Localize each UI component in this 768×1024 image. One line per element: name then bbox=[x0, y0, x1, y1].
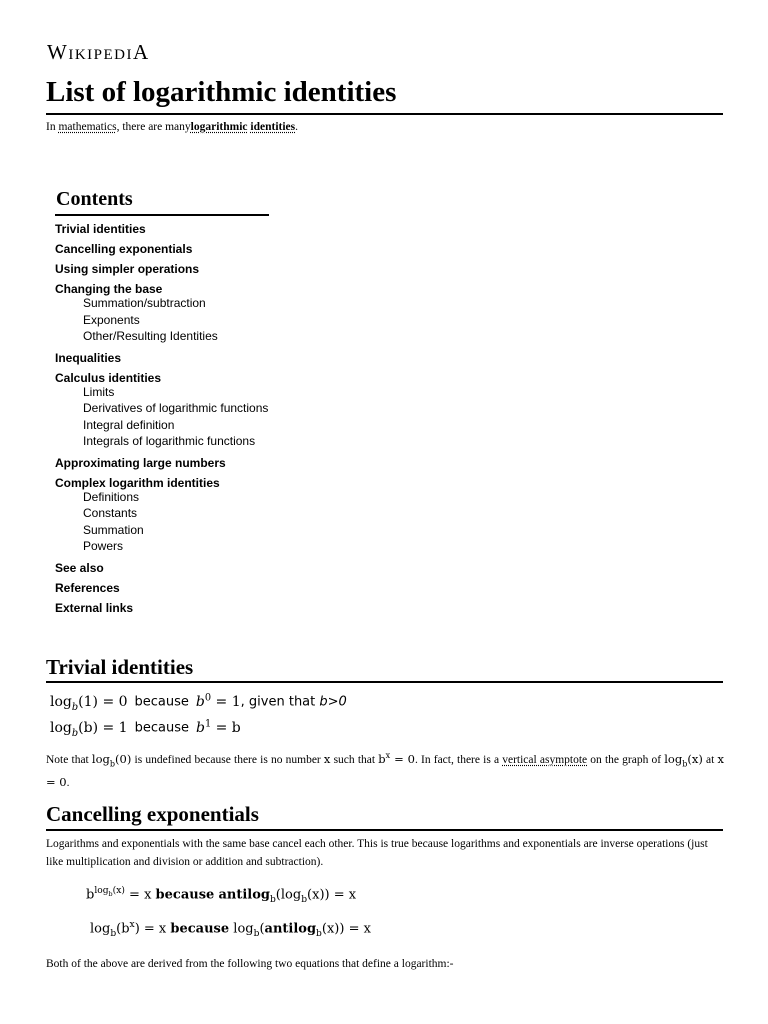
toc-subitem-summation[interactable]: Summation bbox=[83, 522, 144, 537]
link-identities[interactable]: identities bbox=[250, 121, 296, 133]
note-end: . bbox=[66, 777, 70, 790]
toc-item-references[interactable]: References bbox=[55, 580, 120, 595]
toc-item-complex-logarithm-identities[interactable]: Complex logarithm identities bbox=[55, 475, 220, 490]
toc-item-changing-the-base[interactable]: Changing the base bbox=[55, 282, 163, 296]
log-base: b bbox=[71, 727, 79, 739]
antilog-word: antilog bbox=[264, 921, 317, 937]
wikipedia-wordmark[interactable] bbox=[47, 40, 150, 65]
section-heading-cancelling: Cancelling exponentials bbox=[46, 802, 259, 826]
wordmark-final: A bbox=[132, 40, 150, 64]
toc-subitem-limits[interactable]: Limits bbox=[83, 384, 115, 399]
link-mathematics[interactable]: mathematics bbox=[58, 121, 117, 133]
cancelling-paragraph: Logarithms and exponentials with the same base cancel each other. This is true because logarithms and exponentials are inverse operations (just like multiplication and division or addition and subtraction). bbox=[46, 838, 708, 868]
wordmark-initial: W bbox=[47, 40, 69, 64]
because-word: because bbox=[134, 694, 189, 710]
note-mid3: . In fact, there is a bbox=[414, 753, 503, 766]
toc-item-calculus-identities[interactable]: Calculus identities bbox=[55, 370, 162, 385]
note-mid4: on the graph of bbox=[587, 753, 662, 766]
title-divider bbox=[46, 113, 723, 115]
log-symbol: log bbox=[50, 693, 72, 710]
wordmark-rest: IKIPEDI bbox=[68, 47, 133, 63]
toc-item-trivial-identities[interactable]: Trivial identities bbox=[55, 222, 146, 236]
log-symbol: log bbox=[50, 719, 72, 736]
note-mid1: is undefined because there is no number bbox=[131, 753, 324, 766]
toc-item-external-links[interactable]: External links bbox=[55, 600, 134, 615]
equation-log-b bbox=[50, 718, 241, 738]
condition-text: , given that bbox=[240, 694, 320, 710]
condition-math: b>0 bbox=[319, 694, 347, 710]
intro-middle: , there are many bbox=[116, 121, 191, 133]
exponent: 1 bbox=[204, 718, 212, 729]
toc-subitem-constants[interactable]: Constants bbox=[83, 506, 138, 520]
equation-rhs: = b bbox=[211, 719, 241, 736]
toc-subitem-other-resulting-identities[interactable]: Other/Resulting Identities bbox=[83, 329, 218, 343]
toc-title: Contents bbox=[56, 188, 133, 210]
note-at: at bbox=[702, 753, 718, 766]
equation-lhs: (1) = 0 bbox=[78, 693, 128, 710]
toc-item-see-also[interactable]: See also bbox=[55, 560, 104, 575]
base-symbol: b bbox=[195, 719, 205, 736]
toc-subitem-exponents[interactable]: Exponents bbox=[83, 312, 140, 327]
page-title: List of logarithmic identities bbox=[46, 76, 397, 108]
toc-subitem-integral-definition[interactable]: Integral definition bbox=[83, 417, 175, 432]
cancelling-footer: Both of the above are derived from the following two equations that define a logarithm:- bbox=[46, 958, 454, 970]
equation-antilog-2: $\log_b(b^x) = x$ because $\log_b(antilog_b(x)) = x$ bbox=[90, 920, 371, 939]
toc-subitem-integrals-of-logarithmic-functions[interactable]: Integrals of logarithmic functions bbox=[83, 434, 256, 448]
section-heading-trivial: Trivial identities bbox=[46, 655, 194, 679]
log-base: b bbox=[71, 701, 79, 713]
toc-subitem-derivatives-of-logarithmic-functions[interactable]: Derivatives of logarithmic functions bbox=[83, 401, 269, 415]
intro-suffix: . bbox=[295, 121, 299, 133]
base-symbol: b bbox=[195, 693, 205, 710]
toc-divider bbox=[55, 214, 269, 216]
intro-paragraph bbox=[46, 121, 298, 133]
toc-item-using-simpler-operations[interactable]: Using simpler operations bbox=[55, 262, 200, 276]
toc-subitem-summation-subtraction[interactable]: Summation/subtraction bbox=[83, 296, 206, 310]
toc-item-inequalities[interactable]: Inequalities bbox=[55, 350, 122, 365]
antilog-word: antilog bbox=[218, 887, 270, 903]
link-logarithmic[interactable]: logarithmic bbox=[190, 121, 248, 133]
because-word: because bbox=[155, 887, 215, 903]
exponent: 0 bbox=[204, 692, 212, 703]
toc-subitem-definitions[interactable]: Definitions bbox=[83, 489, 140, 504]
note-x: x bbox=[323, 751, 331, 766]
note-mid2: such that bbox=[330, 753, 379, 766]
equation-lhs: (b) = 1 bbox=[78, 719, 128, 736]
because-word: because bbox=[170, 921, 230, 937]
equation-rhs: = 1 bbox=[211, 693, 241, 710]
trivial-note: Note that $\log_b(0)$ is undefined because there is no number x such that $b^x = 0$. In fact, there is a vertical asymptote on the graph of $\log_b(x)$ at x = 0. bbox=[46, 751, 724, 790]
section-divider-cancelling bbox=[46, 829, 723, 831]
toc-item-cancelling-exponentials[interactable]: Cancelling exponentials bbox=[55, 242, 193, 256]
because-word: because bbox=[134, 720, 189, 736]
section-divider-trivial bbox=[46, 681, 723, 683]
toc-subitem-powers[interactable]: Powers bbox=[83, 539, 124, 553]
note-prefix: Note that bbox=[46, 753, 92, 766]
toc-item-approximating-large-numbers[interactable]: Approximating large numbers bbox=[55, 455, 226, 470]
equation-antilog-1: $b^{log_b(x)} = x$ because $antilog_b(\log_b(x)) = x$ bbox=[86, 886, 357, 905]
equation-log-one bbox=[50, 692, 347, 712]
intro-prefix: In bbox=[46, 121, 59, 133]
link-vertical-asymptote[interactable]: vertical asymptote bbox=[502, 753, 588, 766]
